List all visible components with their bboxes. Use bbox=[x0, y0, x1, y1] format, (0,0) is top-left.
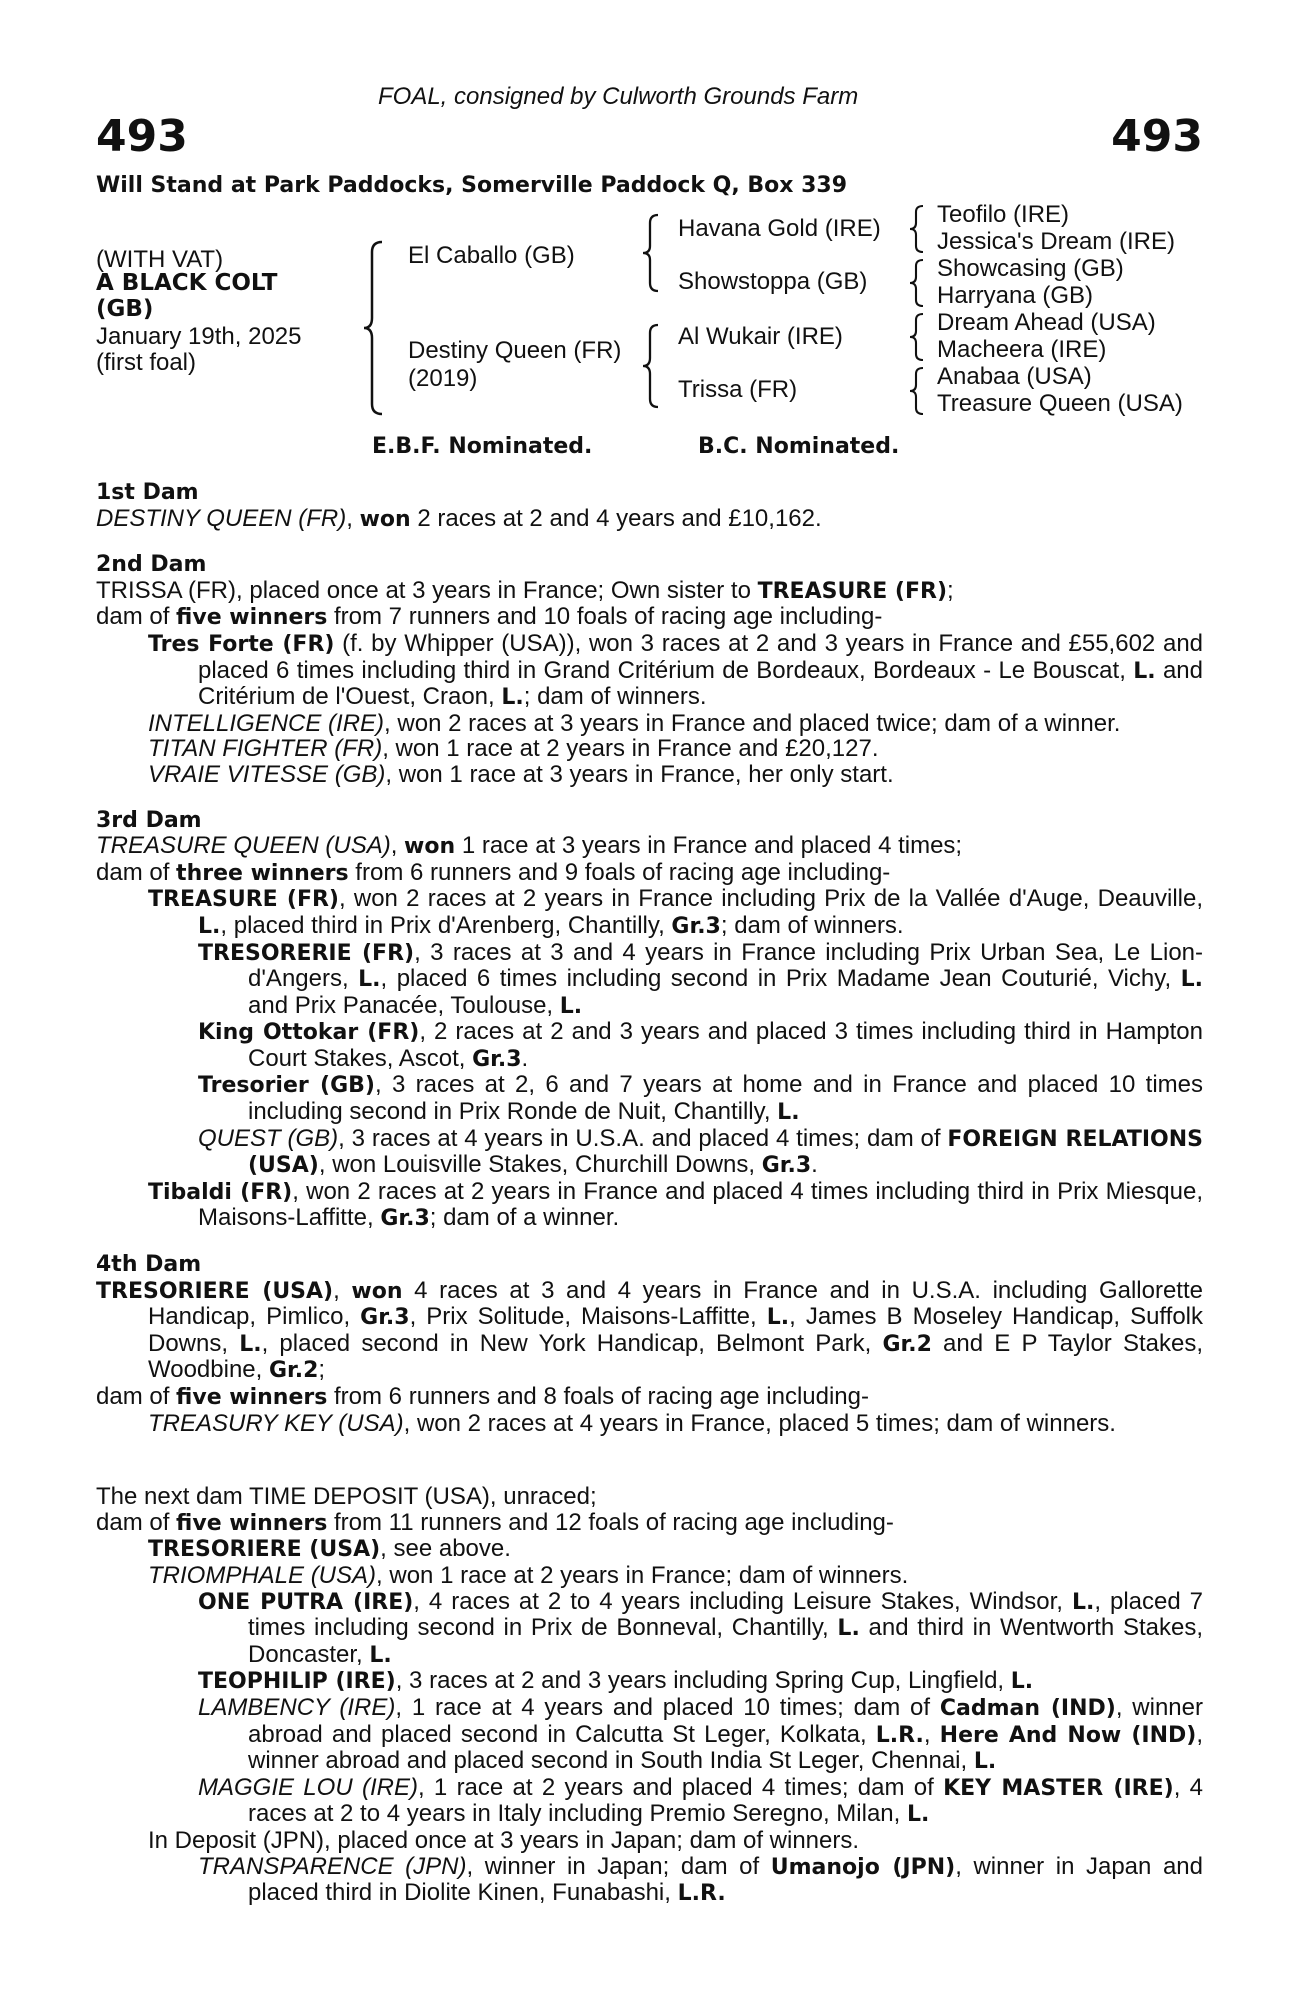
first-dam-heading: 1st Dam bbox=[96, 480, 199, 505]
ebf-nominated: E.B.F. Nominated. bbox=[372, 434, 593, 459]
bc-nominated: B.C. Nominated. bbox=[698, 434, 900, 459]
produce-one-putra: ONE PUTRA (IRE), 4 races at 2 to 4 years including Leisure Stakes, Windsor, L., placed 7 times including second in Prix de Bonneval, Chantilly, L. and third in Wentworth Stakes, Doncaster, L. bbox=[198, 1587, 1204, 1668]
lot-number-right: 493 bbox=[1111, 111, 1203, 162]
produce-transparence: TRANSPARENCE (JPN), winner in Japan; dam of Umanojo (JPN), winner in Japan and placed third in Diolite Kinen, Funabashi, L.R. bbox=[198, 1852, 1203, 1907]
produce-tres-forte: Tres Forte (FR) (f. by Whipper (USA)), won 3 races at 2 and 3 years in France and £55,602 and placed 6 times including third in Grand Critérium de Bordeaux, Bordeaux - Le Bouscat, L. and Critérium de l'Ouest, Craon, L.; dam of winners. bbox=[148, 629, 1204, 711]
produce-titan-fighter: TITAN FIGHTER (FR), won 1 race at 2 years in France and £20,127. bbox=[148, 735, 879, 763]
second-dam-section bbox=[96, 552, 1203, 787]
pedigree-g2: Jessica's Dream (IRE) bbox=[937, 228, 1175, 255]
fourth-dam-summary: dam of five winners from 6 runners and 8 foals of racing age including- bbox=[96, 1383, 869, 1410]
produce-treasure: TREASURE (FR), won 2 races at 2 years in France including Prix de la Vallée d'Auge, Deauville, L., placed third in Prix d'Arenberg, Chantilly, Gr.3; dam of winners. bbox=[148, 885, 1203, 939]
produce-vraie-vitesse: VRAIE VITESSE (GB), won 1 race at 3 years in France, her only start. bbox=[148, 760, 894, 788]
pedigree-g1: Teofilo (IRE) bbox=[937, 201, 1070, 228]
produce-triomphale: TRIOMPHALE (USA), won 1 race at 2 years in France; dam of winners. bbox=[148, 1561, 909, 1589]
pedigree-g4: Harryana (GB) bbox=[937, 282, 1094, 309]
foal-description: A BLACK COLT bbox=[96, 270, 278, 296]
foal-description-country: (GB) bbox=[96, 296, 154, 322]
vat-note: (WITH VAT) bbox=[96, 246, 224, 273]
lot-number-left: 493 bbox=[96, 111, 188, 162]
produce-treasury-key: TREASURY KEY (USA), won 2 races at 4 years in France, placed 5 times; dam of winners. bbox=[148, 1409, 1116, 1437]
produce-in-deposit: In Deposit (JPN), placed once at 3 years in Japan; dam of winners. bbox=[148, 1826, 860, 1854]
pedigree-brace-g4 bbox=[907, 365, 929, 417]
stand-location: Will Stand at Park Paddocks, Somerville Paddock Q, Box 339 bbox=[96, 173, 848, 198]
pedigree-dam-year: (2019) bbox=[408, 365, 478, 392]
pedigree-g7: Anabaa (USA) bbox=[937, 363, 1092, 390]
produce-lambency: LAMBENCY (IRE), 1 race at 4 years and placed 10 times; dam of Cadman (IND), winner abroad and placed second in Calcutta St Leger, Kolkata, L.R., Here And Now (IND), winner abroad and placed second in South India St Leger, Chennai, L. bbox=[198, 1693, 1204, 1775]
third-dam-summary: dam of three winners from 6 runners and 9 foals of racing age including- bbox=[96, 858, 891, 886]
produce-tresorier: Tresorier (GB), 3 races at 2, 6 and 7 years at home and in France and placed 10 times including second in Prix Ronde de Nuit, Chantilly, L. bbox=[198, 1071, 1204, 1126]
next-dam-section bbox=[96, 1484, 1203, 1907]
produce-tresoriere: TRESORIERE (USA), see above. bbox=[148, 1535, 511, 1563]
pedigree-g6: Macheera (IRE) bbox=[937, 336, 1107, 363]
produce-king-ottokar: King Ottokar (FR), 2 races at 2 and 3 years and placed 3 times including third in Hampton Court Stakes, Ascot, Gr.3. bbox=[198, 1018, 1203, 1072]
pedigree-g5: Dream Ahead (USA) bbox=[937, 309, 1156, 336]
fourth-dam-entry: TRESORIERE (USA), won 4 races at 3 and 4 years in France and in U.S.A. including Gallorette Handicap, Pimlico, Gr.3, Prix Solitude, Maisons-Laffitte, L., James B Moseley Handicap, Suffolk Downs, L., placed second in New York Handicap, Belmont Park, Gr.2 and E P Taylor Stakes, Woodbine, Gr.2; bbox=[96, 1276, 1203, 1384]
pedigree-dam: Destiny Queen (FR) bbox=[408, 337, 622, 364]
second-dam-entry: TRISSA (FR), placed once at 3 years in France; Own sister to TREASURE (FR); bbox=[96, 576, 954, 604]
pedigree-brace-g1 bbox=[907, 203, 929, 255]
fourth-dam-section bbox=[96, 1252, 1203, 1436]
pedigree-g3: Showcasing (GB) bbox=[937, 255, 1124, 282]
first-dam-section bbox=[96, 480, 1203, 532]
first-dam-name: DESTINY QUEEN (FR) bbox=[96, 504, 347, 532]
third-dam-heading: 3rd Dam bbox=[96, 807, 202, 833]
produce-intelligence: INTELLIGENCE (IRE), won 2 races at 3 years in France and placed twice; dam of a winner. bbox=[148, 709, 1121, 737]
next-dam-intro: The next dam TIME DEPOSIT (USA), unraced; bbox=[96, 1483, 597, 1511]
fourth-dam-heading: 4th Dam bbox=[96, 1252, 202, 1278]
pedigree-brace-g2 bbox=[907, 257, 929, 309]
third-dam-section bbox=[96, 808, 1203, 1233]
pedigree-brace-sire bbox=[640, 212, 664, 294]
produce-tibaldi: Tibaldi (FR), won 2 races at 2 years in France and placed 4 times including third in Prix Miesque, Maisons-Laffitte, Gr.3; dam of a winner. bbox=[148, 1177, 1204, 1232]
pedigree-brace-main bbox=[360, 238, 390, 418]
pedigree-sire: El Caballo (GB) bbox=[408, 242, 575, 269]
foal-note: (first foal) bbox=[96, 349, 197, 376]
second-dam-heading: 2nd Dam bbox=[96, 552, 207, 578]
next-dam-summary: dam of five winners from 11 runners and 12 foals of racing age including- bbox=[96, 1508, 894, 1536]
pedigree-sire-dam: Showstoppa (GB) bbox=[678, 268, 868, 295]
pedigree-brace-dam bbox=[640, 322, 664, 410]
foal-dob: January 19th, 2025 bbox=[96, 323, 302, 350]
produce-record bbox=[96, 480, 1203, 1927]
pedigree-dam-dam: Trissa (FR) bbox=[678, 376, 798, 403]
produce-quest: QUEST (GB), 3 races at 4 years in U.S.A. and placed 4 times; dam of FOREIGN RELATIONS (USA), won Louisville Stakes, Churchill Downs, Gr.3. bbox=[198, 1124, 1203, 1179]
second-dam-summary: dam of five winners from 7 runners and 10 foals of racing age including- bbox=[96, 603, 883, 631]
produce-teophilip: TEOPHILIP (IRE), 3 races at 2 and 3 years including Spring Cup, Lingfield, L. bbox=[198, 1667, 1034, 1695]
pedigree-sire-sire: Havana Gold (IRE) bbox=[678, 215, 881, 242]
first-dam-entry: DESTINY QUEEN (FR), won 2 races at 2 and 4 years and £10,162. bbox=[96, 504, 822, 532]
pedigree-dam-sire: Al Wukair (IRE) bbox=[678, 323, 843, 350]
consignor-line: FOAL, consigned by Culworth Grounds Farm bbox=[378, 83, 859, 110]
third-dam-entry: TREASURE QUEEN (USA), won 1 race at 3 years in France and placed 4 times; bbox=[96, 832, 963, 860]
produce-maggie-lou: MAGGIE LOU (IRE), 1 race at 2 years and placed 4 times; dam of KEY MASTER (IRE), 4 races at 2 to 4 years in Italy including Premio Seregno, Milan, L. bbox=[198, 1773, 1204, 1828]
produce-tresorerie: TRESORERIE (FR), 3 races at 3 and 4 years in France including Prix Urban Sea, Le Lion-d'Angers, L., placed 6 times including second in Prix Madame Jean Couturié, Vichy, L. and Prix Panacée, Toulouse, L. bbox=[198, 938, 1204, 1019]
pedigree-brace-g3 bbox=[907, 311, 929, 363]
pedigree-g8: Treasure Queen (USA) bbox=[937, 390, 1183, 417]
